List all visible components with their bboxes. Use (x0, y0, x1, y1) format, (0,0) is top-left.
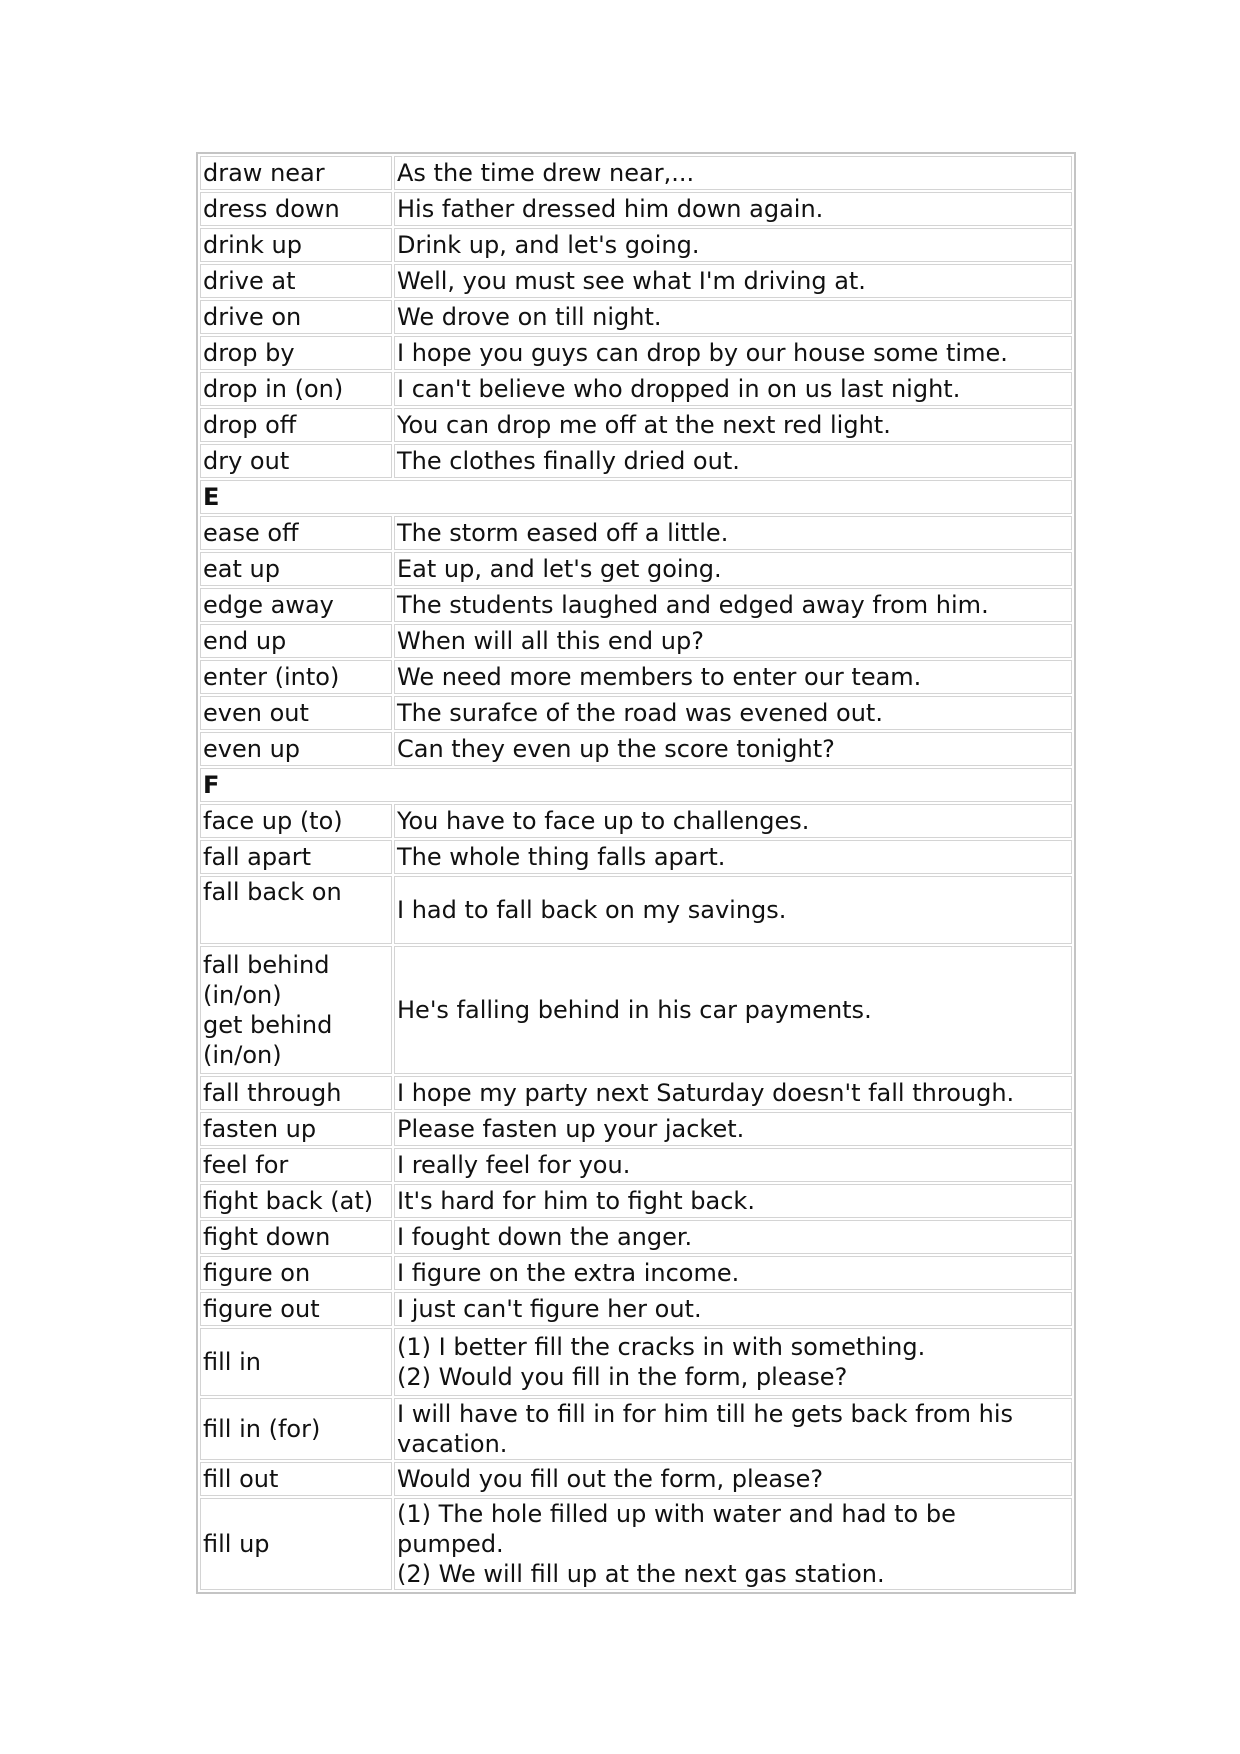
phrasal-verb-cell (200, 624, 392, 658)
phrasal-verb-cell (200, 1148, 392, 1182)
example-sentence-text: I hope my party next Saturday doesn't fall through. (397, 1079, 1015, 1107)
example-sentence-cell (394, 228, 1072, 262)
phrasal-verb-text: end up (203, 627, 287, 655)
phrasal-verb-text: fill in (for) (203, 1415, 321, 1443)
table-row (200, 552, 1072, 586)
example-sentence-text: The storm eased off a little. (397, 519, 729, 547)
phrasal-verb-text: fall through (203, 1079, 342, 1107)
section-letter: F (200, 768, 1072, 802)
phrasal-verb-cell (200, 156, 392, 190)
example-sentence-text: As the time drew near,... (397, 159, 695, 187)
phrasal-verb-cell (200, 1076, 392, 1110)
example-sentence-cell (394, 300, 1072, 334)
example-sentence-text: We need more members to enter our team. (397, 663, 922, 691)
phrasal-verb-text: figure on (203, 1259, 311, 1287)
example-sentence-text: Drink up, and let's going. (397, 231, 700, 259)
phrasal-verb-cell (200, 876, 392, 944)
phrasal-verb-cell (200, 946, 392, 1074)
section-letter: E (200, 480, 1072, 514)
table-row (200, 336, 1072, 370)
table-row (200, 192, 1072, 226)
phrasal-verb-text: fill up (203, 1530, 270, 1558)
table-row (200, 1220, 1072, 1254)
phrasal-verb-cell (200, 840, 392, 874)
table-row (200, 1148, 1072, 1182)
example-sentence-cell (394, 552, 1072, 586)
example-sentence-text: I really feel for you. (397, 1151, 631, 1179)
example-sentence-cell (394, 660, 1072, 694)
phrasal-verb-text: face up (to) (203, 807, 343, 835)
phrasal-verb-text: fill in (203, 1348, 261, 1376)
example-sentence-text: I will have to fill in for him till he gets back from his vacation. (397, 1400, 1014, 1458)
phrasal-verb-text: drive at (203, 267, 296, 295)
example-sentence-text: (2) Would you fill in the form, please? (397, 1363, 848, 1391)
phrasal-verb-text: fall apart (203, 843, 312, 871)
example-sentence-cell (394, 1220, 1072, 1254)
phrasal-verb-text: fill out (203, 1465, 279, 1493)
table-row (200, 732, 1072, 766)
phrasal-verb-cell (200, 1256, 392, 1290)
example-sentence-text: Well, you must see what I'm driving at. (397, 267, 866, 295)
phrasal-verb-text: fight back (at) (203, 1187, 374, 1215)
phrasal-verb-cell (200, 264, 392, 298)
section-letter-row (200, 480, 1072, 514)
example-sentence-text: I can't believe who dropped in on us last night. (397, 375, 961, 403)
example-sentence-cell (394, 1292, 1072, 1326)
phrasal-verb-text: (in/on) (203, 1041, 282, 1069)
example-sentence-cell (394, 156, 1072, 190)
phrasal-verb-text: edge away (203, 591, 334, 619)
table-row (200, 1184, 1072, 1218)
table-row (200, 444, 1072, 478)
phrasal-verb-text: get behind (203, 1011, 333, 1039)
example-sentence-cell (394, 1256, 1072, 1290)
phrasal-verb-text: even out (203, 699, 309, 727)
phrasal-verb-cell (200, 1112, 392, 1146)
table-row (200, 696, 1072, 730)
table-row (200, 1076, 1072, 1110)
example-sentence-cell (394, 1076, 1072, 1110)
phrasal-verb-cell (200, 696, 392, 730)
example-sentence-text: Please fasten up your jacket. (397, 1115, 745, 1143)
example-sentence-text: The surafce of the road was evened out. (397, 699, 883, 727)
example-sentence-cell (394, 696, 1072, 730)
phrasal-verb-text: drive on (203, 303, 302, 331)
phrasal-verb-cell (200, 1220, 392, 1254)
table-body (200, 156, 1072, 1590)
phrasal-verb-text: draw near (203, 159, 325, 187)
example-sentence-cell (394, 192, 1072, 226)
example-sentence-cell (394, 372, 1072, 406)
example-sentence-text: It's hard for him to fight back. (397, 1187, 755, 1215)
phrasal-verb-cell (200, 588, 392, 622)
phrasal-verb-cell (200, 300, 392, 334)
phrasal-verb-text: feel for (203, 1151, 289, 1179)
example-sentence-cell (394, 516, 1072, 550)
phrasal-verb-cell (200, 228, 392, 262)
section-letter-row (200, 768, 1072, 802)
table-row (200, 156, 1072, 190)
example-sentence-text: The clothes finally dried out. (397, 447, 740, 475)
example-sentence-text: You have to face up to challenges. (397, 807, 810, 835)
example-sentence-cell (394, 840, 1072, 874)
phrasal-verb-text: dry out (203, 447, 290, 475)
table-row (200, 804, 1072, 838)
phrasal-verb-cell (200, 1292, 392, 1326)
example-sentence-cell (394, 1398, 1072, 1460)
table-row (200, 516, 1072, 550)
phrasal-verb-table (196, 152, 1076, 1594)
example-sentence-text: We drove on till night. (397, 303, 662, 331)
example-sentence-cell (394, 804, 1072, 838)
table-row (200, 1398, 1072, 1460)
example-sentence-text: (1) I better fill the cracks in with something. (397, 1333, 926, 1361)
phrasal-verb-text: drink up (203, 231, 302, 259)
example-sentence-text: I had to fall back on my savings. (397, 896, 787, 924)
phrasal-verb-text: fall behind (203, 951, 330, 979)
document-page (196, 152, 1076, 1594)
phrasal-verb-text: even up (203, 735, 301, 763)
example-sentence-cell (394, 876, 1072, 944)
example-sentence-cell (394, 1184, 1072, 1218)
phrasal-verb-text: drop off (203, 411, 297, 439)
phrasal-verb-cell (200, 552, 392, 586)
example-sentence-text: I figure on the extra income. (397, 1259, 740, 1287)
phrasal-verb-text: enter (into) (203, 663, 340, 691)
example-sentence-cell (394, 264, 1072, 298)
example-sentence-text: When will all this end up? (397, 627, 704, 655)
phrasal-verb-text: drop by (203, 339, 295, 367)
example-sentence-cell (394, 588, 1072, 622)
table-row (200, 1498, 1072, 1590)
table-row (200, 946, 1072, 1074)
table-row (200, 588, 1072, 622)
phrasal-verb-cell (200, 1462, 392, 1496)
phrasal-verb-cell (200, 1398, 392, 1460)
phrasal-verb-text: fall back on (203, 878, 342, 906)
table-row (200, 1328, 1072, 1396)
example-sentence-text: I fought down the anger. (397, 1223, 693, 1251)
table-row (200, 876, 1072, 944)
example-sentence-cell (394, 444, 1072, 478)
example-sentence-cell (394, 624, 1072, 658)
table-row (200, 408, 1072, 442)
table-row (200, 1292, 1072, 1326)
phrasal-verb-text: drop in (on) (203, 375, 344, 403)
phrasal-verb-cell (200, 1498, 392, 1590)
phrasal-verb-text: fasten up (203, 1115, 317, 1143)
phrasal-verb-text: fight down (203, 1223, 331, 1251)
example-sentence-text: Eat up, and let's get going. (397, 555, 722, 583)
phrasal-verb-cell (200, 336, 392, 370)
phrasal-verb-cell (200, 1184, 392, 1218)
phrasal-verb-text: (in/on) (203, 981, 282, 1009)
phrasal-verb-text: dress down (203, 195, 340, 223)
example-sentence-text: The whole thing falls apart. (397, 843, 726, 871)
table-row (200, 840, 1072, 874)
phrasal-verb-text: figure out (203, 1295, 320, 1323)
phrasal-verb-cell (200, 660, 392, 694)
table-row (200, 1112, 1072, 1146)
example-sentence-cell (394, 1328, 1072, 1396)
table-row (200, 228, 1072, 262)
example-sentence-text: You can drop me off at the next red light. (397, 411, 891, 439)
example-sentence-text: His father dressed him down again. (397, 195, 824, 223)
phrasal-verb-cell (200, 1328, 392, 1396)
phrasal-verb-text: eat up (203, 555, 280, 583)
example-sentence-cell (394, 946, 1072, 1074)
phrasal-verb-cell (200, 732, 392, 766)
table-row (200, 1256, 1072, 1290)
example-sentence-cell (394, 1148, 1072, 1182)
table-row (200, 264, 1072, 298)
table-row (200, 300, 1072, 334)
example-sentence-cell (394, 1112, 1072, 1146)
table-row (200, 372, 1072, 406)
example-sentence-text: (1) The hole filled up with water and had to be pumped. (397, 1500, 956, 1558)
phrasal-verb-cell (200, 516, 392, 550)
phrasal-verb-cell (200, 372, 392, 406)
example-sentence-text: The students laughed and edged away from him. (397, 591, 989, 619)
example-sentence-text: I hope you guys can drop by our house some time. (397, 339, 1008, 367)
table-row (200, 624, 1072, 658)
phrasal-verb-text: ease off (203, 519, 299, 547)
phrasal-verb-cell (200, 192, 392, 226)
example-sentence-text: (2) We will fill up at the next gas station. (397, 1560, 885, 1588)
example-sentence-text: Can they even up the score tonight? (397, 735, 835, 763)
example-sentence-text: Would you fill out the form, please? (397, 1465, 824, 1493)
example-sentence-cell (394, 732, 1072, 766)
example-sentence-cell (394, 1498, 1072, 1590)
table-row (200, 1462, 1072, 1496)
phrasal-verb-cell (200, 444, 392, 478)
example-sentence-cell (394, 1462, 1072, 1496)
example-sentence-cell (394, 408, 1072, 442)
table-row (200, 660, 1072, 694)
phrasal-verb-cell (200, 804, 392, 838)
phrasal-verb-cell (200, 408, 392, 442)
example-sentence-text: I just can't figure her out. (397, 1295, 702, 1323)
example-sentence-text: He's falling behind in his car payments. (397, 996, 872, 1024)
example-sentence-cell (394, 336, 1072, 370)
